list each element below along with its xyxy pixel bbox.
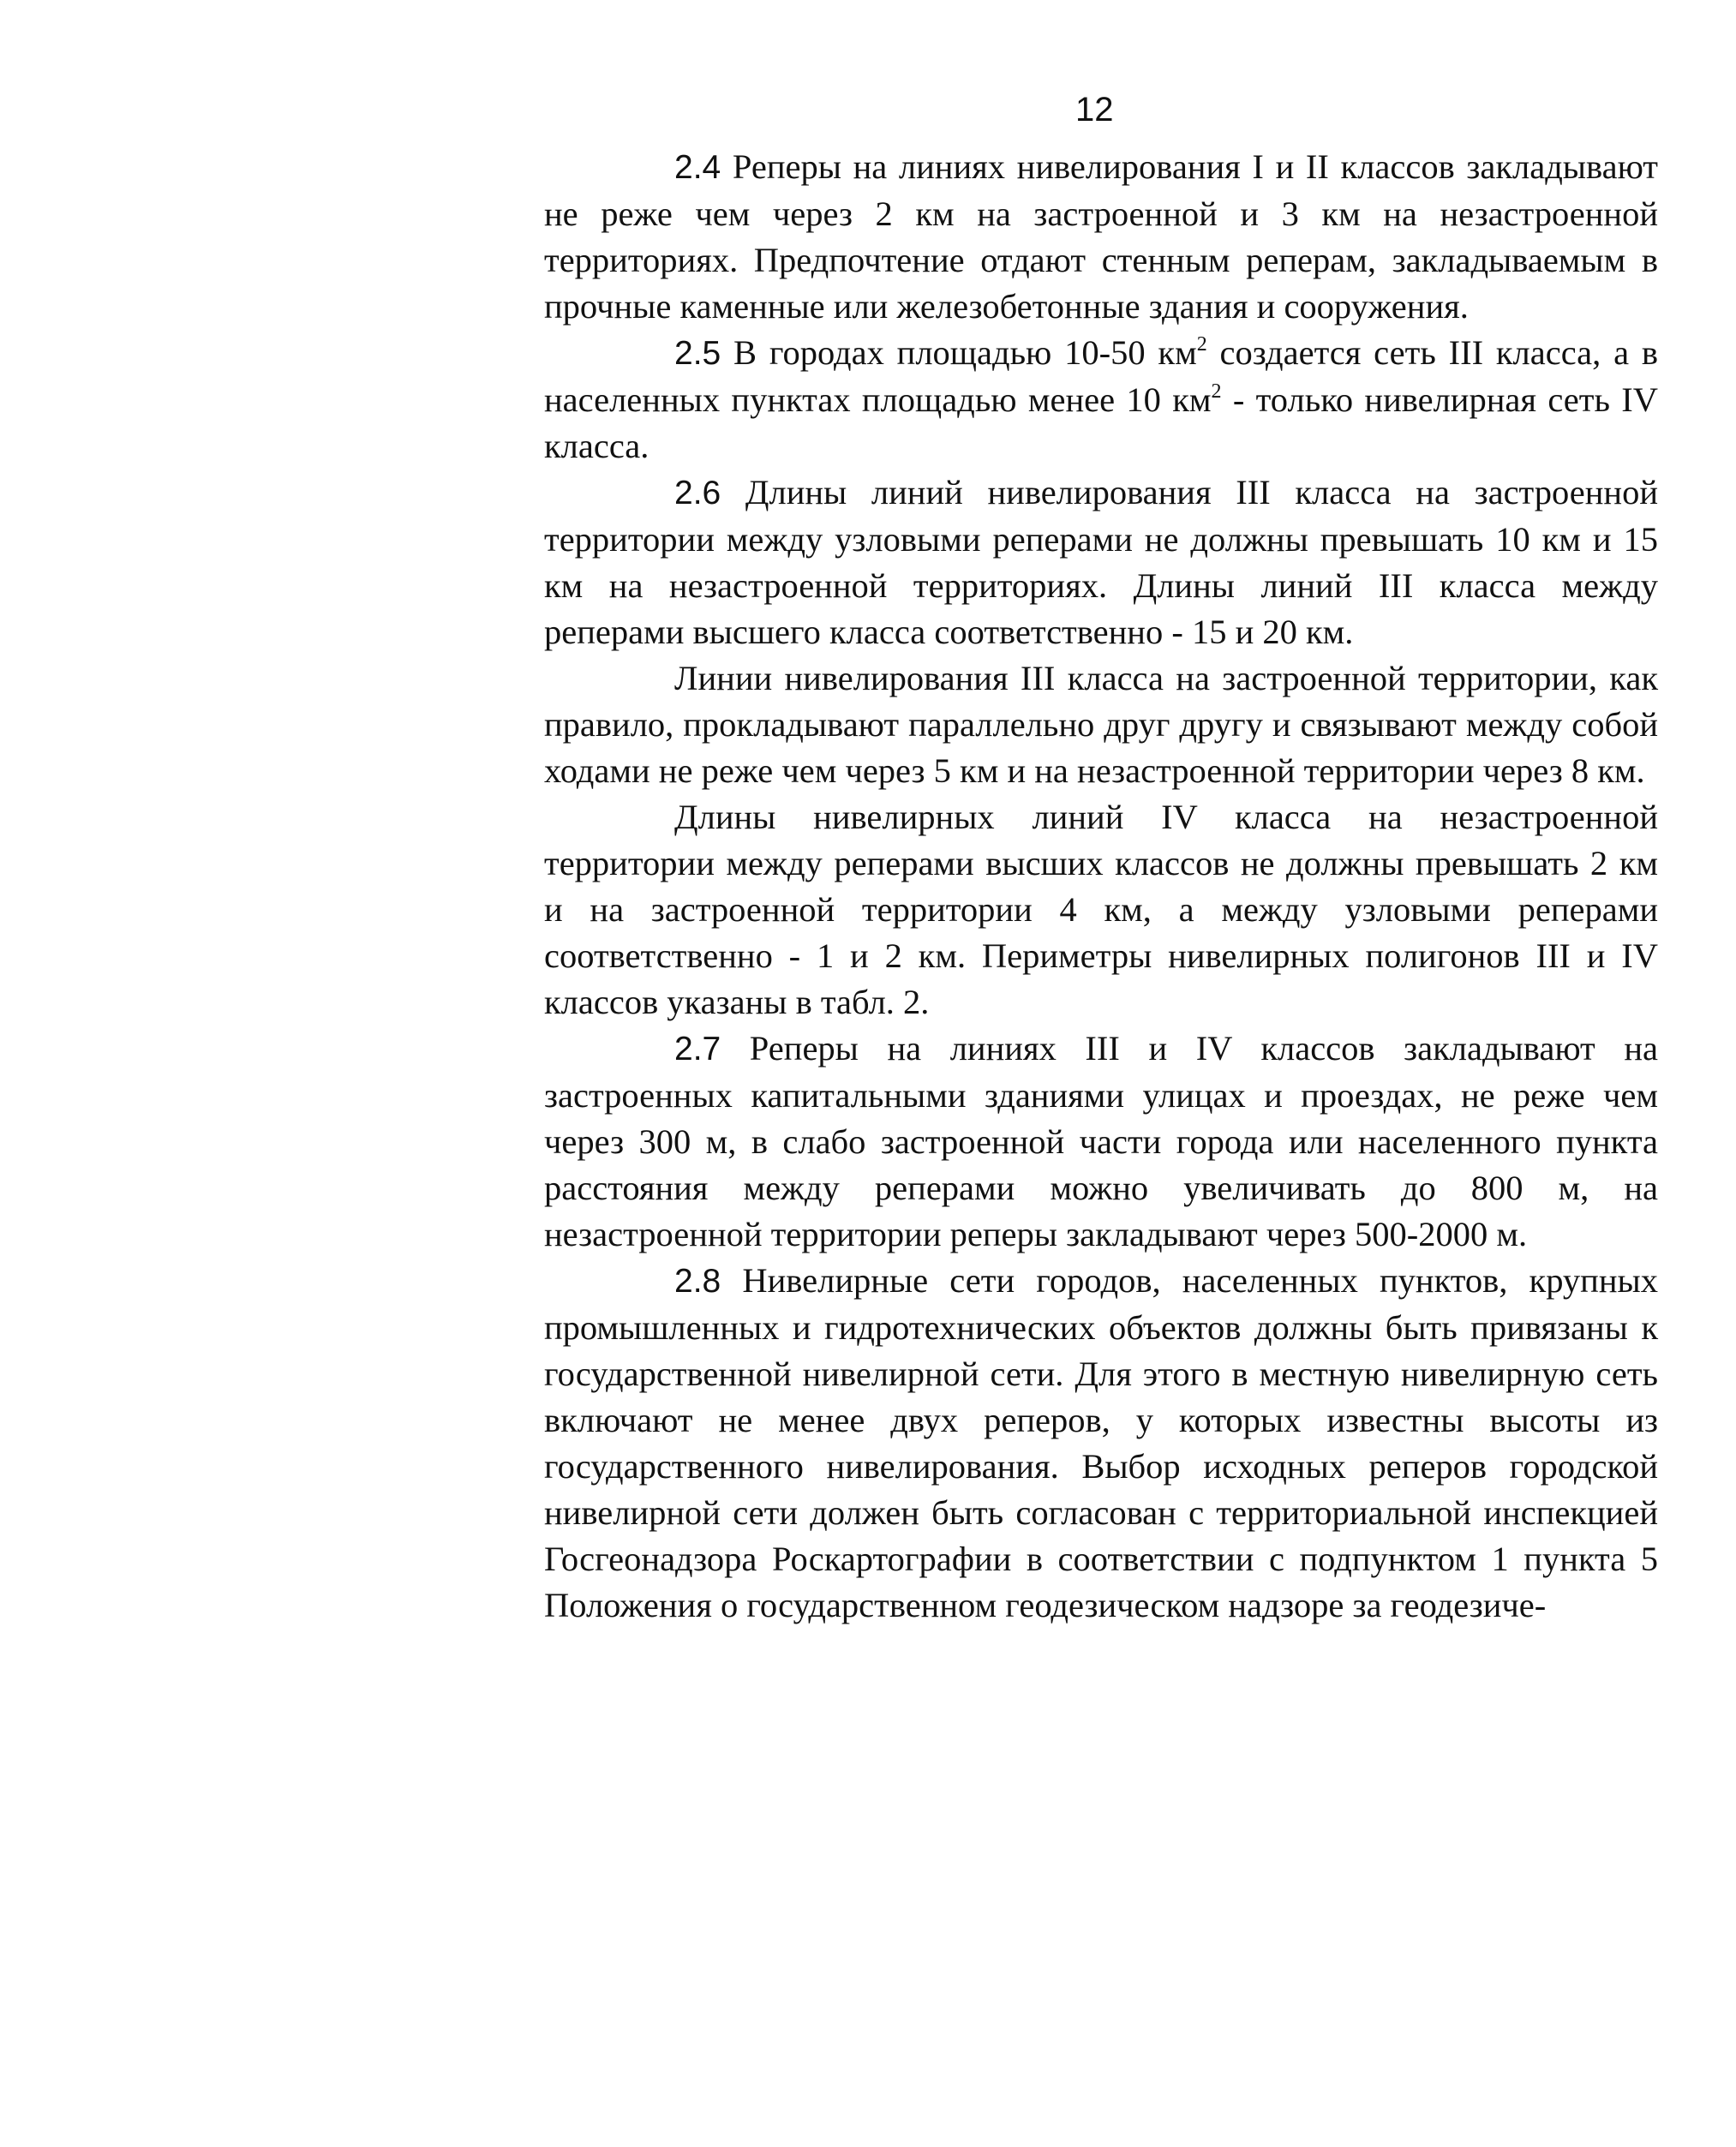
paragraph-text: создается сеть III класса, а в населенных пунктах площадью менее 10 км xyxy=(544,333,1658,419)
paragraph-text: Длины линий нивелирования III класса на застроенной территории между узловыми реперами не должны превышать 10 км и 15 км на незастроенной территориях. Длины линий III класса между реперами высшего класса соответственно - 15 и 20 км. xyxy=(544,473,1658,651)
paragraph-2-8 xyxy=(544,1258,1658,1629)
paragraph-text: Реперы на линиях нивелирования I и II классов закладывают не реже чем через 2 км на застроенной и 3 км на незастроенной территориях. Предпочтение отдают стенным реперам, закладываемым в прочные каменные или железобетонные здания и сооружения. xyxy=(544,147,1658,326)
paragraph-text: Реперы на линиях III и IV классов закладывают на застроенных капитальными зданиями улицах и проездах, не реже чем через 300 м, в слабо застроенной части города или населенного пункта расстояния между реперами можно увеличивать до 800 м, на незастроенной территории реперы закладывают через 500-2000 м. xyxy=(544,1029,1658,1253)
section-number: 2.7 xyxy=(674,1031,721,1068)
page-number: 12 xyxy=(1075,91,1114,129)
superscript-square: 2 xyxy=(1196,333,1207,356)
paragraph-text: - только нивелирная сеть IV класса. xyxy=(544,380,1658,465)
superscript-square: 2 xyxy=(1211,380,1222,403)
paragraph-text: Нивелирные сети городов, населенных пунктов, крупных промышленных и гидротехнических объектов должны быть привязаны к государственной нивелирной сети. Для этого в местную нивелирную сеть включают не менее двух реперов, у которых известны высоты из государственного нивелирования. Выбор исходных реперов городской нивелирной сети должен быть согласован с территориальной инспекцией Госгеонадзора Роскартографии в соответствии с подпунктом 1 пункта 5 Положения о государственном геодезическом надзоре за геодезиче- xyxy=(544,1261,1658,1624)
section-number: 2.4 xyxy=(674,149,721,186)
paragraph-lines-iv xyxy=(544,794,1658,1026)
paragraph-2-7 xyxy=(544,1026,1658,1258)
paragraph-text: В городах площадью 10-50 км xyxy=(721,333,1197,372)
section-number: 2.5 xyxy=(674,335,721,372)
paragraph-text: Длины нивелирных линий IV класса на незастроенной территории между реперами высших классов не должны превышать 2 км и на застроенной территории 4 км, а между узловыми реперами соответственно - 1 и 2 км. Периметры нивелирных полигонов III и IV классов указаны в табл. 2. xyxy=(544,798,1658,1021)
section-number: 2.8 xyxy=(674,1263,721,1300)
document-body xyxy=(544,144,1658,1629)
paragraph-text: Линии нивелирования III класса на застроенной территории, как правило, прокладывают параллельно друг другу и связывают между собой ходами не реже чем через 5 км и на незастроенной территории через 8 км. xyxy=(544,659,1658,790)
paragraph-lines-iii xyxy=(544,655,1658,794)
paragraph-2-4 xyxy=(544,144,1658,330)
section-number: 2.6 xyxy=(674,475,721,511)
paragraph-2-6 xyxy=(544,469,1658,655)
paragraph-2-5 xyxy=(544,330,1658,469)
